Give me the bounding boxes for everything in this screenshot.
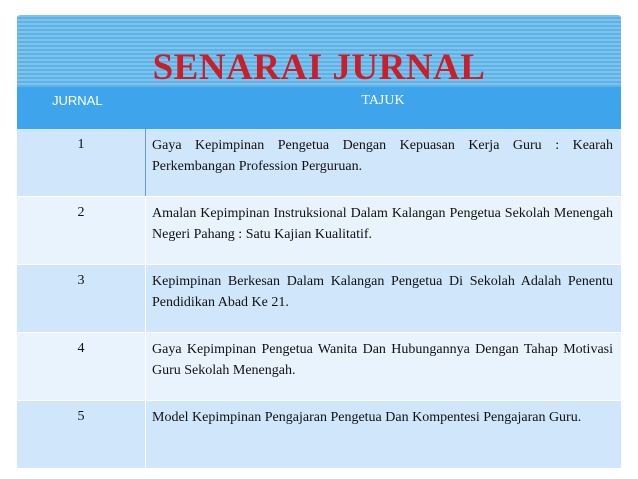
row-number: 1: [77, 137, 85, 152]
row-title: Gaya Kepimpinan Pengetua Wanita Dan Hubungannya Dengan Tahap Motivasi Guru Sekolah Menengah.: [145, 333, 621, 400]
journal-table: [17, 87, 621, 468]
table-row: [17, 264, 621, 332]
row-number: 5: [77, 409, 85, 424]
column-header-journal: JURNAL: [52, 93, 103, 108]
column-header-topic: TAJUK: [361, 93, 405, 108]
table-row: [17, 332, 621, 400]
table-row: [17, 400, 621, 468]
row-title: Kepimpinan Berkesan Dalam Kalangan Pengetua Di Sekolah Adalah Penentu Pendidikan Abad Ke 21.: [145, 265, 621, 332]
row-number: 4: [77, 341, 85, 356]
row-title: Gaya Kepimpinan Pengetua Dengan Kepuasan Kerja Guru : Kearah Perkembangan Profession Perguruan.: [145, 129, 621, 196]
row-title: Amalan Kepimpinan Instruksional Dalam Kalangan Pengetua Sekolah Menengah Negeri Pahang : Satu Kajian Kualitatif.: [145, 197, 621, 264]
table-row: [17, 129, 621, 196]
table-header: [17, 87, 621, 129]
table-row: [17, 196, 621, 264]
page-title: SENARAI JURNAL: [152, 47, 486, 88]
row-title: Model Kepimpinan Pengajaran Pengetua Dan Kompentesi Pengajaran Guru.: [145, 401, 621, 468]
row-number: 3: [77, 273, 85, 288]
row-number: 2: [77, 205, 85, 220]
